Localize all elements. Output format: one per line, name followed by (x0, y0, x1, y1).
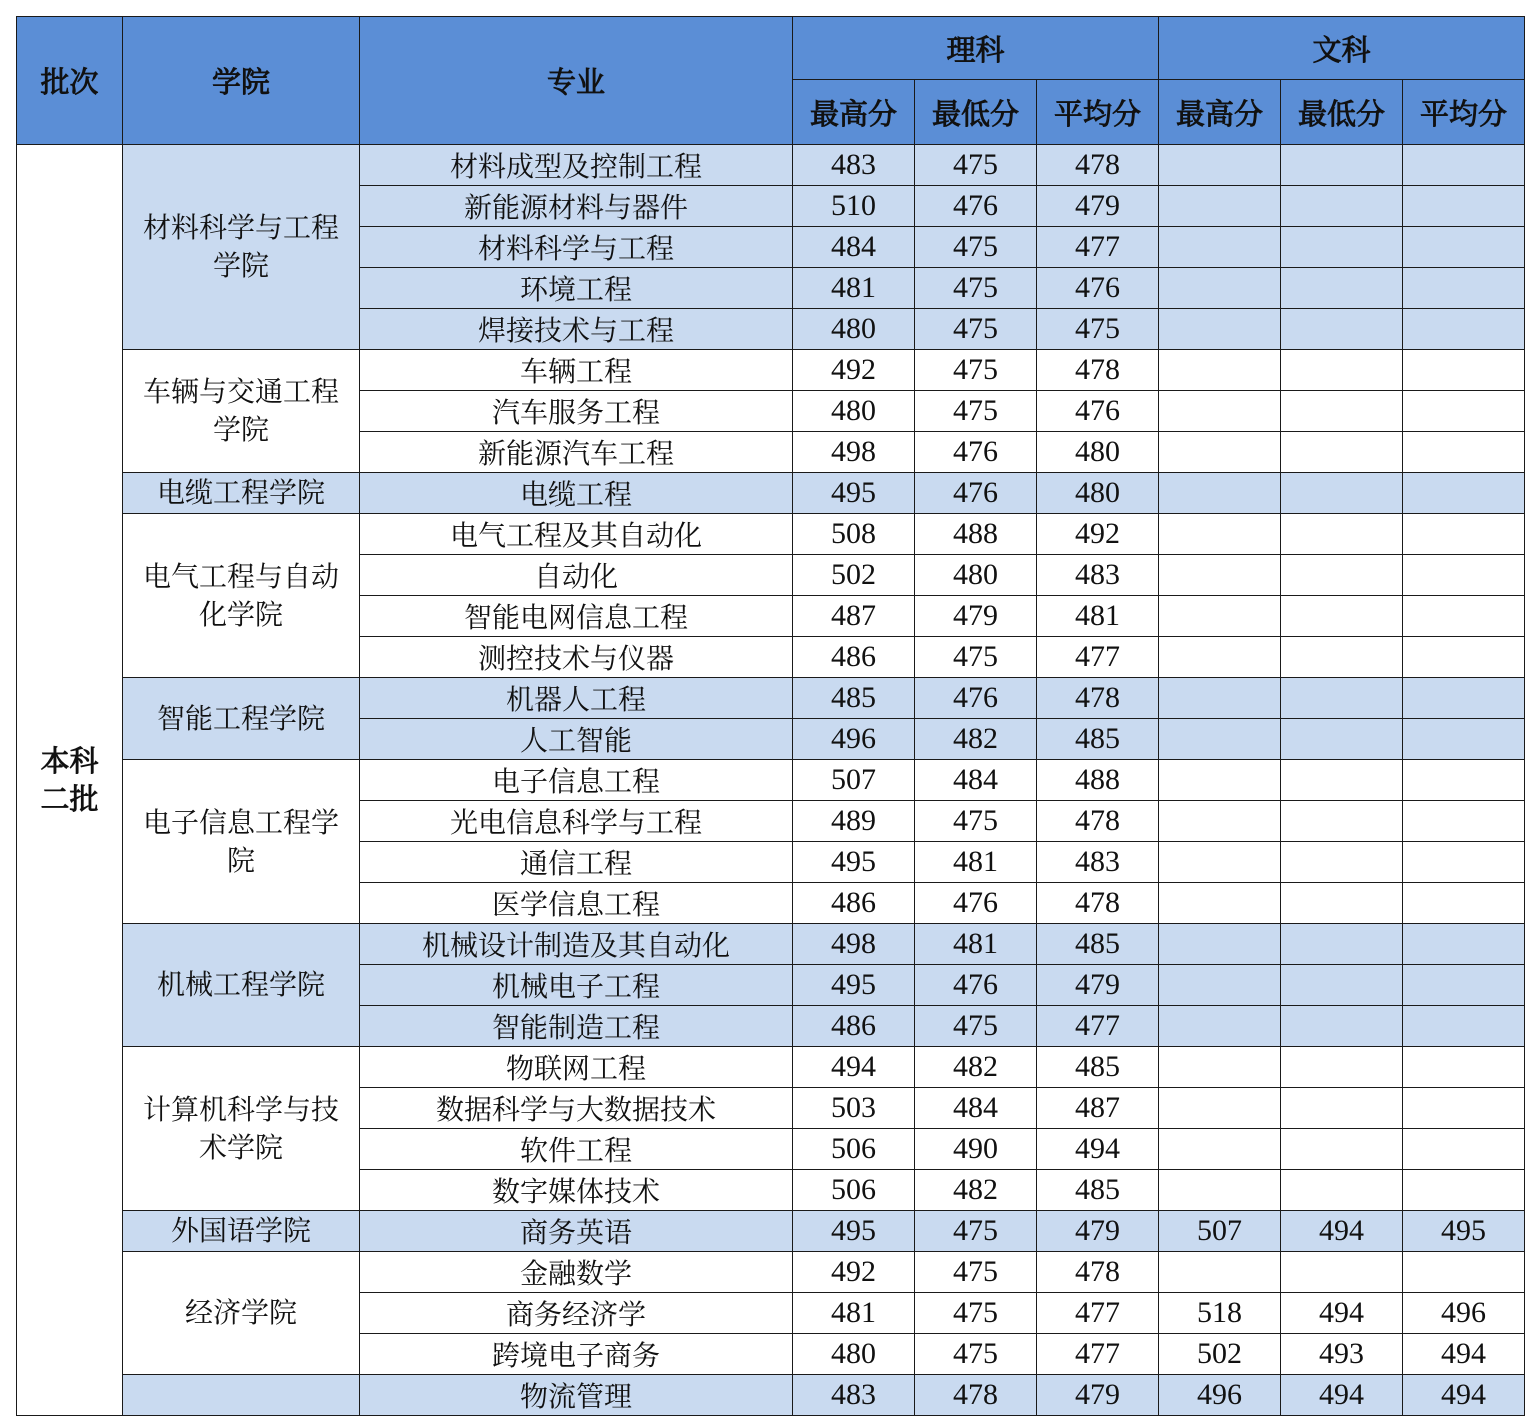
arts-avg-cell (1403, 1088, 1525, 1129)
table-row (17, 760, 1525, 801)
science-max-cell: 506 (793, 1170, 915, 1211)
arts-avg-cell (1403, 514, 1525, 555)
science-avg-cell: 479 (1037, 965, 1159, 1006)
science-min-cell: 481 (915, 842, 1037, 883)
college-name-line: 机械工程学院 (156, 968, 325, 1001)
major-cell: 机械设计制造及其自动化 (360, 924, 793, 965)
arts-min-cell: 494 (1281, 1375, 1403, 1416)
arts-min-cell (1281, 924, 1403, 965)
science-avg-cell: 483 (1037, 842, 1159, 883)
arts-min-cell (1281, 1047, 1403, 1088)
arts-max-cell: 507 (1159, 1211, 1281, 1252)
science-avg-cell: 479 (1037, 1211, 1159, 1252)
science-min-cell: 475 (915, 391, 1037, 432)
arts-avg-cell (1403, 965, 1525, 1006)
header-arts-max: 最高分 (1159, 80, 1281, 145)
college-name-line: 电子信息工程学 (142, 805, 339, 839)
science-max-cell: 484 (793, 227, 915, 268)
science-max-cell: 498 (793, 432, 915, 473)
arts-min-cell (1281, 145, 1403, 186)
arts-max-cell (1159, 883, 1281, 924)
science-min-cell: 475 (915, 1211, 1037, 1252)
arts-min-cell (1281, 1129, 1403, 1170)
header-science-min: 最低分 (915, 80, 1037, 145)
science-max-cell: 507 (793, 760, 915, 801)
arts-min-cell (1281, 514, 1403, 555)
major-cell: 新能源材料与器件 (360, 186, 793, 227)
college-name-line: 电缆工程学院 (156, 476, 325, 509)
college-cell (123, 1375, 360, 1416)
arts-min-cell (1281, 391, 1403, 432)
arts-avg-cell (1403, 309, 1525, 350)
major-cell: 汽车服务工程 (360, 391, 793, 432)
major-cell: 物联网工程 (360, 1047, 793, 1088)
arts-max-cell (1159, 678, 1281, 719)
major-cell: 光电信息科学与工程 (360, 801, 793, 842)
science-avg-cell: 478 (1037, 883, 1159, 924)
major-cell: 人工智能 (360, 719, 793, 760)
major-cell: 测控技术与仪器 (360, 637, 793, 678)
arts-avg-cell (1403, 1047, 1525, 1088)
header-arts: 文科 (1159, 17, 1525, 80)
arts-avg-cell (1403, 1252, 1525, 1293)
arts-avg-cell (1403, 678, 1525, 719)
science-min-cell: 475 (915, 227, 1037, 268)
arts-avg-cell (1403, 432, 1525, 473)
arts-min-cell (1281, 555, 1403, 596)
arts-max-cell (1159, 924, 1281, 965)
major-cell: 新能源汽车工程 (360, 432, 793, 473)
college-cell (123, 1047, 360, 1211)
science-avg-cell: 485 (1037, 719, 1159, 760)
science-avg-cell: 487 (1037, 1088, 1159, 1129)
college-name-line: 院 (226, 843, 255, 877)
science-min-cell: 479 (915, 596, 1037, 637)
arts-min-cell (1281, 678, 1403, 719)
college-name-line: 车辆与交通工程 (142, 375, 339, 408)
science-avg-cell: 478 (1037, 1252, 1159, 1293)
science-max-cell: 495 (793, 473, 915, 514)
arts-max-cell (1159, 842, 1281, 883)
arts-max-cell (1159, 514, 1281, 555)
arts-avg-cell (1403, 842, 1525, 883)
science-min-cell: 484 (915, 760, 1037, 801)
science-avg-cell: 478 (1037, 145, 1159, 186)
science-min-cell: 475 (915, 309, 1037, 350)
arts-max-cell (1159, 637, 1281, 678)
science-max-cell: 486 (793, 637, 915, 678)
major-cell: 智能电网信息工程 (360, 596, 793, 637)
major-cell: 电缆工程 (360, 473, 793, 514)
science-max-cell: 480 (793, 391, 915, 432)
science-max-cell: 486 (793, 883, 915, 924)
arts-min-cell (1281, 227, 1403, 268)
arts-avg-cell (1403, 268, 1525, 309)
major-cell: 焊接技术与工程 (360, 309, 793, 350)
science-min-cell: 476 (915, 678, 1037, 719)
arts-max-cell (1159, 1170, 1281, 1211)
major-cell: 通信工程 (360, 842, 793, 883)
science-max-cell: 480 (793, 309, 915, 350)
header-arts-min: 最低分 (1281, 80, 1403, 145)
header-arts-avg: 平均分 (1403, 80, 1525, 145)
arts-max-cell (1159, 596, 1281, 637)
arts-min-cell (1281, 350, 1403, 391)
batch-cell (17, 145, 123, 1416)
college-name-line: 学院 (212, 249, 269, 282)
science-min-cell: 475 (915, 1006, 1037, 1047)
science-max-cell: 483 (793, 145, 915, 186)
major-cell: 物流管理 (360, 1375, 793, 1416)
science-avg-cell: 477 (1037, 227, 1159, 268)
college-cell (123, 678, 360, 760)
science-avg-cell: 483 (1037, 555, 1159, 596)
arts-min-cell (1281, 309, 1403, 350)
arts-max-cell (1159, 1006, 1281, 1047)
arts-max-cell (1159, 268, 1281, 309)
science-max-cell: 486 (793, 1006, 915, 1047)
arts-min-cell (1281, 1088, 1403, 1129)
arts-min-cell: 494 (1281, 1211, 1403, 1252)
table-row (17, 678, 1525, 719)
arts-avg-cell (1403, 637, 1525, 678)
science-avg-cell: 488 (1037, 760, 1159, 801)
arts-avg-cell: 494 (1403, 1334, 1525, 1375)
table-row (17, 1047, 1525, 1088)
major-cell: 智能制造工程 (360, 1006, 793, 1047)
major-cell: 数字媒体技术 (360, 1170, 793, 1211)
arts-min-cell (1281, 1252, 1403, 1293)
arts-max-cell (1159, 555, 1281, 596)
major-cell: 商务英语 (360, 1211, 793, 1252)
science-max-cell: 492 (793, 350, 915, 391)
science-avg-cell: 476 (1037, 268, 1159, 309)
major-cell: 医学信息工程 (360, 883, 793, 924)
college-name-line: 学院 (212, 413, 269, 446)
table-row (17, 514, 1525, 555)
table-row (17, 145, 1525, 186)
arts-avg-cell (1403, 555, 1525, 596)
table-row (17, 1375, 1525, 1416)
major-cell: 材料成型及控制工程 (360, 145, 793, 186)
science-avg-cell: 477 (1037, 637, 1159, 678)
arts-max-cell (1159, 1252, 1281, 1293)
science-max-cell: 508 (793, 514, 915, 555)
arts-max-cell (1159, 719, 1281, 760)
arts-min-cell (1281, 186, 1403, 227)
table-row (17, 350, 1525, 391)
arts-min-cell (1281, 801, 1403, 842)
science-max-cell: 480 (793, 1334, 915, 1375)
header-batch: 批次 (17, 17, 123, 145)
arts-min-cell (1281, 1006, 1403, 1047)
science-min-cell: 475 (915, 1252, 1037, 1293)
major-cell: 金融数学 (360, 1252, 793, 1293)
arts-min-cell (1281, 596, 1403, 637)
header-major: 专业 (360, 17, 793, 145)
header-science: 理科 (793, 17, 1159, 80)
major-cell: 机器人工程 (360, 678, 793, 719)
arts-avg-cell (1403, 227, 1525, 268)
science-avg-cell: 485 (1037, 924, 1159, 965)
science-avg-cell: 480 (1037, 473, 1159, 514)
science-max-cell: 481 (793, 268, 915, 309)
arts-avg-cell (1403, 883, 1525, 924)
science-min-cell: 482 (915, 1047, 1037, 1088)
science-min-cell: 482 (915, 719, 1037, 760)
college-name-line: 外国语学院 (170, 1214, 311, 1247)
college-cell (123, 473, 360, 514)
science-avg-cell: 477 (1037, 1293, 1159, 1334)
arts-min-cell (1281, 719, 1403, 760)
arts-avg-cell (1403, 1170, 1525, 1211)
arts-min-cell (1281, 473, 1403, 514)
arts-avg-cell (1403, 1006, 1525, 1047)
college-name-line: 计算机科学与技 (142, 1092, 339, 1126)
college-name-line: 经济学院 (184, 1296, 297, 1329)
college-name-line: 材料科学与工程 (142, 211, 339, 244)
arts-max-cell (1159, 432, 1281, 473)
science-avg-cell: 485 (1037, 1170, 1159, 1211)
arts-avg-cell (1403, 186, 1525, 227)
science-min-cell: 475 (915, 1293, 1037, 1334)
arts-avg-cell (1403, 1129, 1525, 1170)
score-table-container (16, 16, 1525, 1416)
science-max-cell: 506 (793, 1129, 915, 1170)
arts-min-cell (1281, 1170, 1403, 1211)
science-min-cell: 484 (915, 1088, 1037, 1129)
science-avg-cell: 475 (1037, 309, 1159, 350)
arts-max-cell: 502 (1159, 1334, 1281, 1375)
arts-avg-cell (1403, 924, 1525, 965)
college-cell (123, 760, 360, 924)
arts-max-cell (1159, 965, 1281, 1006)
science-max-cell: 496 (793, 719, 915, 760)
major-cell: 数据科学与大数据技术 (360, 1088, 793, 1129)
arts-avg-cell (1403, 145, 1525, 186)
arts-max-cell (1159, 186, 1281, 227)
table-row (17, 1211, 1525, 1252)
college-name-line: 智能工程学院 (156, 701, 325, 735)
science-min-cell: 478 (915, 1375, 1037, 1416)
table-row (17, 1252, 1525, 1293)
science-avg-cell: 476 (1037, 391, 1159, 432)
science-min-cell: 475 (915, 350, 1037, 391)
science-min-cell: 490 (915, 1129, 1037, 1170)
science-max-cell: 502 (793, 555, 915, 596)
science-min-cell: 476 (915, 186, 1037, 227)
science-avg-cell: 479 (1037, 186, 1159, 227)
science-min-cell: 475 (915, 268, 1037, 309)
college-name-line: 电气工程与自动 (142, 559, 339, 593)
batch-label-line: 本科 (40, 744, 99, 778)
arts-max-cell: 518 (1159, 1293, 1281, 1334)
major-cell: 商务经济学 (360, 1293, 793, 1334)
science-max-cell: 489 (793, 801, 915, 842)
major-cell: 电子信息工程 (360, 760, 793, 801)
arts-min-cell (1281, 432, 1403, 473)
arts-min-cell (1281, 268, 1403, 309)
arts-max-cell (1159, 801, 1281, 842)
major-cell: 跨境电子商务 (360, 1334, 793, 1375)
arts-max-cell (1159, 1129, 1281, 1170)
header-science-avg: 平均分 (1037, 80, 1159, 145)
science-max-cell: 503 (793, 1088, 915, 1129)
science-avg-cell: 479 (1037, 1375, 1159, 1416)
science-max-cell: 510 (793, 186, 915, 227)
college-cell (123, 924, 360, 1047)
arts-avg-cell (1403, 719, 1525, 760)
science-min-cell: 480 (915, 555, 1037, 596)
science-max-cell: 481 (793, 1293, 915, 1334)
arts-min-cell (1281, 637, 1403, 678)
major-cell: 材料科学与工程 (360, 227, 793, 268)
arts-avg-cell: 496 (1403, 1293, 1525, 1334)
header-college: 学院 (123, 17, 360, 145)
science-max-cell: 483 (793, 1375, 915, 1416)
major-cell: 软件工程 (360, 1129, 793, 1170)
college-cell (123, 1211, 360, 1252)
science-avg-cell: 480 (1037, 432, 1159, 473)
science-max-cell: 492 (793, 1252, 915, 1293)
science-min-cell: 476 (915, 965, 1037, 1006)
college-cell (123, 514, 360, 678)
college-cell (123, 145, 360, 350)
arts-max-cell (1159, 227, 1281, 268)
science-min-cell: 482 (915, 1170, 1037, 1211)
science-max-cell: 495 (793, 842, 915, 883)
science-avg-cell: 494 (1037, 1129, 1159, 1170)
college-name-line: 化学院 (198, 597, 283, 631)
arts-avg-cell: 495 (1403, 1211, 1525, 1252)
science-avg-cell: 492 (1037, 514, 1159, 555)
arts-avg-cell (1403, 473, 1525, 514)
college-cell (123, 350, 360, 473)
arts-max-cell (1159, 391, 1281, 432)
arts-min-cell: 494 (1281, 1293, 1403, 1334)
arts-avg-cell (1403, 596, 1525, 637)
major-cell: 自动化 (360, 555, 793, 596)
science-max-cell: 487 (793, 596, 915, 637)
arts-min-cell (1281, 760, 1403, 801)
arts-avg-cell (1403, 760, 1525, 801)
arts-max-cell (1159, 1088, 1281, 1129)
arts-max-cell (1159, 1047, 1281, 1088)
college-cell (123, 1252, 360, 1375)
science-min-cell: 475 (915, 801, 1037, 842)
arts-min-cell (1281, 842, 1403, 883)
arts-max-cell: 496 (1159, 1375, 1281, 1416)
science-min-cell: 481 (915, 924, 1037, 965)
arts-max-cell (1159, 473, 1281, 514)
college-name-line: 术学院 (198, 1130, 283, 1164)
science-min-cell: 476 (915, 473, 1037, 514)
science-min-cell: 476 (915, 883, 1037, 924)
arts-min-cell (1281, 965, 1403, 1006)
science-min-cell: 475 (915, 637, 1037, 678)
arts-max-cell (1159, 145, 1281, 186)
major-cell: 机械电子工程 (360, 965, 793, 1006)
admission-score-table (16, 16, 1525, 1416)
arts-min-cell: 493 (1281, 1334, 1403, 1375)
arts-avg-cell (1403, 350, 1525, 391)
science-max-cell: 485 (793, 678, 915, 719)
science-max-cell: 495 (793, 1211, 915, 1252)
science-min-cell: 475 (915, 145, 1037, 186)
science-max-cell: 495 (793, 965, 915, 1006)
science-avg-cell: 481 (1037, 596, 1159, 637)
science-min-cell: 488 (915, 514, 1037, 555)
science-avg-cell: 478 (1037, 678, 1159, 719)
arts-max-cell (1159, 350, 1281, 391)
arts-max-cell (1159, 760, 1281, 801)
header-science-max: 最高分 (793, 80, 915, 145)
science-min-cell: 476 (915, 432, 1037, 473)
science-avg-cell: 485 (1037, 1047, 1159, 1088)
table-row (17, 473, 1525, 514)
arts-min-cell (1281, 883, 1403, 924)
arts-max-cell (1159, 309, 1281, 350)
arts-avg-cell (1403, 801, 1525, 842)
science-min-cell: 475 (915, 1334, 1037, 1375)
batch-label-line: 二批 (40, 782, 99, 816)
major-cell: 车辆工程 (360, 350, 793, 391)
arts-avg-cell (1403, 391, 1525, 432)
arts-avg-cell: 494 (1403, 1375, 1525, 1416)
science-max-cell: 494 (793, 1047, 915, 1088)
science-avg-cell: 477 (1037, 1006, 1159, 1047)
major-cell: 环境工程 (360, 268, 793, 309)
science-avg-cell: 477 (1037, 1334, 1159, 1375)
science-avg-cell: 478 (1037, 350, 1159, 391)
science-avg-cell: 478 (1037, 801, 1159, 842)
science-max-cell: 498 (793, 924, 915, 965)
major-cell: 电气工程及其自动化 (360, 514, 793, 555)
table-row (17, 924, 1525, 965)
